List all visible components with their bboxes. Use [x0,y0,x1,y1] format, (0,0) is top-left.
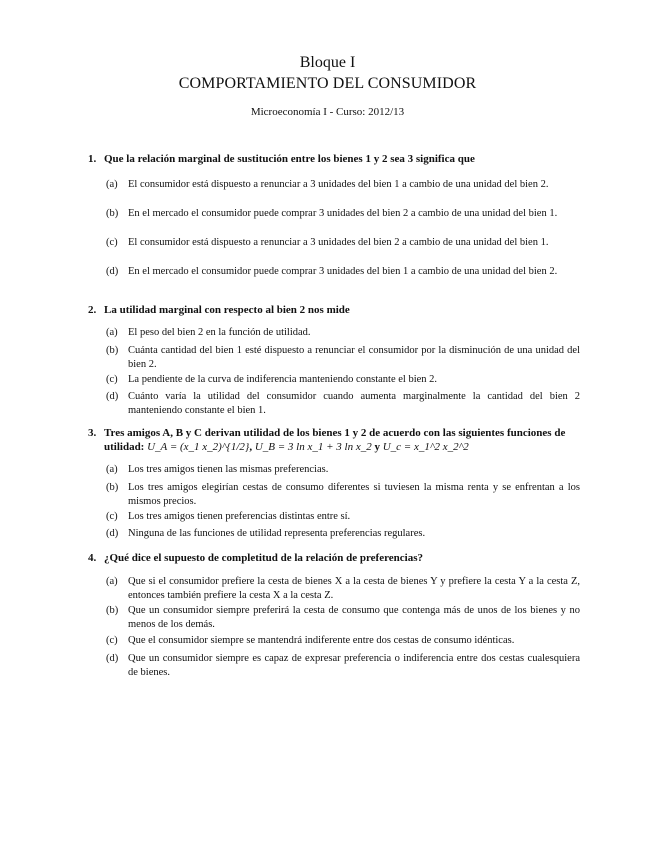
block-heading: Bloque I [299,54,356,71]
option-text: Los tres amigos elegirían cestas de consumo diferentes si tuviesen la misma renta y se enfrentan a los mismos precios. [128,482,580,507]
option-label: (d) [106,266,119,277]
option-text: Cuánto varía la utilidad del consumidor cuando aumenta marginalmente la cantidad del bien 2 manteniendo constante el bien 1. [128,391,580,416]
formula-joiner: y [374,441,380,453]
question-2 [88,303,580,317]
option-text: Que un consumidor siempre es capaz de expresar preferencia o indiferencia entre dos cestas cualesquiera de bienes. [128,653,580,678]
question-number: 1. [88,153,97,165]
option-text: El consumidor está dispuesto a renunciar a 3 unidades del bien 2 a cambio de una unidad del bien 1. [128,237,549,248]
question-4 [88,551,580,565]
option-text: Los tres amigos tienen las mismas preferencias. [128,464,329,475]
option-text: Los tres amigos tienen preferencias distintas entre sí. [128,511,351,522]
option-label: (d) [106,391,119,402]
option-text: El peso del bien 2 en la función de utilidad. [128,327,311,338]
option-label: (a) [106,576,118,587]
formula-ub: U_B = 3 ln x_1 + 3 ln x_2 [254,441,372,453]
option-3d [106,527,580,541]
option-text: En el mercado el consumidor puede comprar 3 unidades del bien 1 a cambio de una unidad del bien 2. [128,266,558,277]
option-text: Que si el consumidor prefiere la cesta de bienes X a la cesta de bienes Y y prefiere la cesta Y a la cesta Z, entonces también prefiere la cesta X a la cesta Z. [128,576,580,601]
option-text: Cuánta cantidad del bien 1 esté dispuesto a renunciar el consumidor por la disminución de una unidad del bien 2. [128,345,580,370]
course-subtitle: Microeconomía I - Curso: 2012/13 [250,106,405,118]
option-label: (c) [106,237,118,248]
option-label: (c) [106,374,118,385]
option-2a [106,326,580,340]
option-label: (c) [106,635,118,646]
option-text: En el mercado el consumidor puede comprar 3 unidades del bien 2 a cambio de una unidad del bien 1. [128,208,558,219]
option-label: (d) [106,653,119,664]
option-2c [106,373,580,387]
question-number: 2. [88,304,97,316]
option-text: Ninguna de las funciones de utilidad representa preferencias regulares. [128,528,426,539]
option-label: (a) [106,464,118,475]
option-text: Que un consumidor siempre preferirá la cesta de consumo que contenga más de unos de los bienes y no menos de los demás. [128,605,580,630]
option-4d [106,652,580,680]
option-4b [106,604,580,632]
option-4c [106,634,580,648]
option-3c [106,510,580,524]
option-text: Que el consumidor siempre se mantendrá indiferente entre dos cestas de consumo idénticas. [128,635,515,646]
question-text: Que la relación marginal de sustitución entre los bienes 1 y 2 sea 3 significa que [104,153,475,165]
option-label: (b) [106,482,119,493]
option-text: La pendiente de la curva de indiferencia manteniendo constante el bien 2. [128,374,438,385]
option-label: (a) [106,327,118,338]
option-text: El consumidor está dispuesto a renunciar a 3 unidades del bien 1 a cambio de una unidad del bien 2. [128,179,549,190]
option-2b [106,344,580,372]
option-label: (b) [106,208,119,219]
question-1 [88,152,580,166]
question-text-block: Tres amigos A, B y C derivan utilidad de los bienes 1 y 2 de acuerdo con las siguientes funciones de utilidad: U_A = (x_1 x_2)^{1/2}, U_B = 3 ln x_1 + 3 ln x_2 y U_c = x_1^2 x_2^2 [104,427,566,453]
option-label: (b) [106,345,119,356]
question-number: 3. [88,427,97,439]
option-4a [106,575,580,603]
option-1c [106,236,580,250]
formula-ua: U_A = (x_1 x_2)^{1/2} [147,441,250,453]
question-3 [88,426,580,454]
option-3a [106,463,580,477]
question-text: La utilidad marginal con respecto al bien 2 nos mide [104,304,350,316]
option-2d [106,390,580,418]
option-label: (c) [106,511,118,522]
question-number: 4. [88,552,97,564]
option-1d [106,265,580,279]
option-3b [106,481,580,509]
page-title: COMPORTAMIENTO DEL CONSUMIDOR [178,75,477,92]
option-label: (b) [106,605,119,616]
option-1a [106,178,580,192]
formula-uc: U_c = x_1^2 x_2^2 [382,441,469,453]
question-text: Tres amigos A, B y C derivan utilidad de los bienes 1 y 2 de acuerdo con las siguientes funciones de utilidad: [104,427,566,453]
option-label: (a) [106,179,118,190]
question-text: ¿Qué dice el supuesto de completitud de la relación de preferencias? [104,552,423,564]
option-label: (d) [106,528,119,539]
option-1b [106,207,580,221]
